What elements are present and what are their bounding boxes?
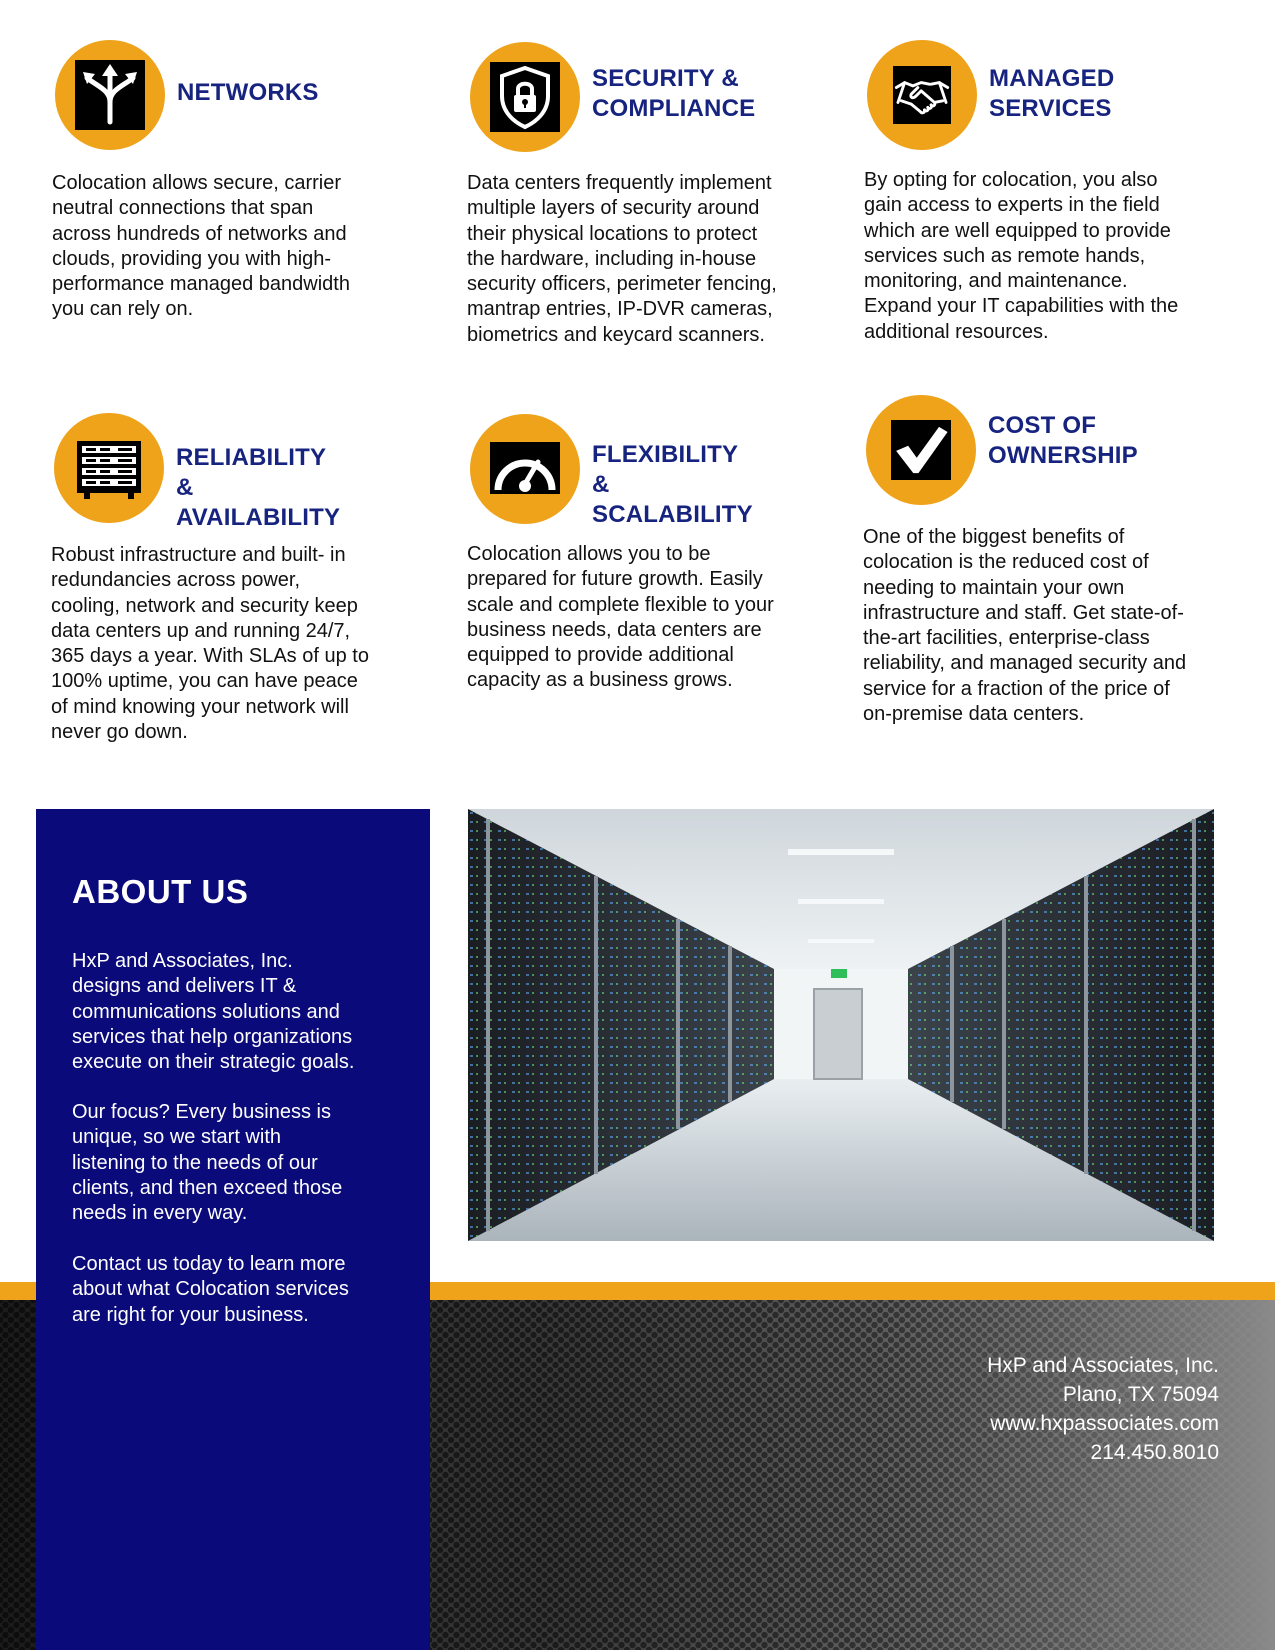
body-line: business needs, data centers are <box>467 618 762 641</box>
about-paragraph <box>72 949 402 1075</box>
datacenter-photo <box>468 809 1214 1241</box>
feature-title <box>989 64 1114 124</box>
body-line: mantrap entries, IP-DVR cameras, <box>467 298 773 321</box>
feature-body <box>467 542 827 694</box>
body-line: Robust infrastructure and built- in <box>51 544 346 566</box>
body-line: additional resources. <box>864 320 1049 343</box>
body-line: colocation is the reduced cost of <box>863 551 1149 574</box>
title-line: COMPLIANCE <box>592 95 756 122</box>
feature-title <box>592 64 755 124</box>
body-line: their physical locations to protect <box>467 222 758 245</box>
checkmark-icon <box>891 420 951 480</box>
about-line: unique, so we start with <box>72 1126 281 1149</box>
server-aisle-illustration <box>468 809 1214 1241</box>
title-line: NETWORKS <box>177 79 319 106</box>
body-line: cooling, network and security keep <box>51 594 358 617</box>
body-line: scale and complete flexible to your <box>467 593 774 616</box>
title-line: FLEXIBILITY & <box>592 441 738 498</box>
reliability-badge <box>54 413 164 523</box>
body-line: 365 days a year. With SLAs of up to <box>51 645 369 668</box>
body-line: performance managed bandwidth <box>52 273 350 296</box>
body-line: multiple layers of security around <box>467 197 760 220</box>
feature-body <box>863 525 1223 727</box>
feature-title <box>176 443 340 533</box>
body-line: services such as remote hands, <box>864 244 1146 267</box>
feature-title <box>177 78 319 108</box>
cost-badge <box>866 395 976 505</box>
body-line: Data centers frequently implement <box>467 172 772 194</box>
body-line: across hundreds of networks and <box>52 222 347 245</box>
body-line: on-premise data centers. <box>863 703 1085 726</box>
about-line: execute on their strategic goals. <box>72 1051 355 1074</box>
body-line: monitoring, and maintenance. <box>864 270 1128 293</box>
body-line: needing to maintain your own <box>863 576 1125 599</box>
contact-city: Plano, TX 75094 <box>1062 1383 1219 1406</box>
title-line: SCALABILITY <box>592 501 753 528</box>
about-line: listening to the needs of our <box>72 1151 318 1174</box>
about-panel <box>36 809 430 1650</box>
body-line: gain access to experts in the field <box>864 194 1160 217</box>
body-line: data centers up and running 24/7, <box>51 619 351 642</box>
about-line: about what Colocation services <box>72 1278 349 1301</box>
body-line: By opting for colocation, you also <box>864 169 1158 191</box>
body-line: clouds, providing you with high- <box>52 247 332 270</box>
speedometer-icon <box>490 434 560 504</box>
body-line: equipped to provide additional <box>467 644 734 667</box>
body-line: of mind knowing your network will <box>51 695 349 718</box>
body-line: infrastructure and staff. Get state-of- <box>863 601 1184 624</box>
about-line: are right for your business. <box>72 1303 309 1326</box>
about-paragraph <box>72 1252 402 1328</box>
body-line: which are well equipped to provide <box>864 219 1171 242</box>
about-line: designs and delivers IT & <box>72 975 297 998</box>
title-line: SERVICES <box>989 95 1112 122</box>
body-line: security officers, perimeter fencing, <box>467 273 777 296</box>
body-line: neutral connections that span <box>52 197 314 220</box>
security-badge <box>470 42 580 152</box>
title-line: OWNERSHIP <box>988 442 1138 469</box>
feature-title <box>592 440 753 530</box>
body-line: One of the biggest benefits of <box>863 526 1125 548</box>
contact-block <box>987 1351 1219 1467</box>
about-heading: ABOUT US <box>72 873 249 910</box>
body-line: the-art facilities, enterprise-class <box>863 627 1150 650</box>
body-line: Colocation allows secure, carrier <box>52 172 342 194</box>
title-line: COST OF <box>988 412 1097 439</box>
body-line: you can rely on. <box>52 298 194 321</box>
feature-body <box>51 543 411 745</box>
networks-badge <box>55 40 165 150</box>
about-line: Our focus? Every business is <box>72 1101 331 1123</box>
body-line: capacity as a business grows. <box>467 669 733 692</box>
split-arrows-icon <box>75 60 145 130</box>
body-line: never go down. <box>51 721 188 744</box>
feature-body <box>467 171 827 348</box>
about-paragraph <box>72 1100 402 1226</box>
contact-company: HxP and Associates, Inc. <box>987 1354 1219 1377</box>
server-rack-icon <box>74 433 144 503</box>
flexibility-badge <box>470 414 580 524</box>
about-line: Contact us today to learn more <box>72 1253 346 1275</box>
body-line: prepared for future growth. Easily <box>467 568 763 591</box>
title-line: SECURITY & <box>592 65 739 92</box>
body-line: biometrics and keycard scanners. <box>467 323 765 346</box>
body-line: redundancies across power, <box>51 569 301 592</box>
handshake-icon <box>879 66 965 124</box>
body-line: Colocation allows you to be <box>467 543 711 565</box>
about-line: needs in every way. <box>72 1202 248 1225</box>
title-line: AVAILABILITY <box>176 504 341 531</box>
about-line: clients, and then exceed those <box>72 1176 343 1199</box>
managed-badge <box>867 40 977 150</box>
body-line: service for a fraction of the price of <box>863 677 1170 700</box>
body-line: Expand your IT capabilities with the <box>864 295 1179 318</box>
about-line: communications solutions and <box>72 1000 340 1023</box>
shield-lock-icon <box>490 62 560 132</box>
body-line: reliability, and managed security and <box>863 652 1187 675</box>
feature-body <box>52 171 412 323</box>
about-line: services that help organizations <box>72 1025 353 1048</box>
feature-body <box>864 168 1224 345</box>
title-line: RELIABILITY & <box>176 444 326 501</box>
body-line: 100% uptime, you can have peace <box>51 670 358 693</box>
feature-title <box>988 411 1138 471</box>
title-line: MANAGED <box>989 65 1115 92</box>
contact-phone[interactable]: 214.450.8010 <box>1090 1441 1219 1464</box>
about-line: HxP and Associates, Inc. <box>72 950 293 972</box>
body-line: the hardware, including in-house <box>467 247 757 270</box>
contact-website[interactable]: www.hxpassociates.com <box>990 1412 1219 1435</box>
